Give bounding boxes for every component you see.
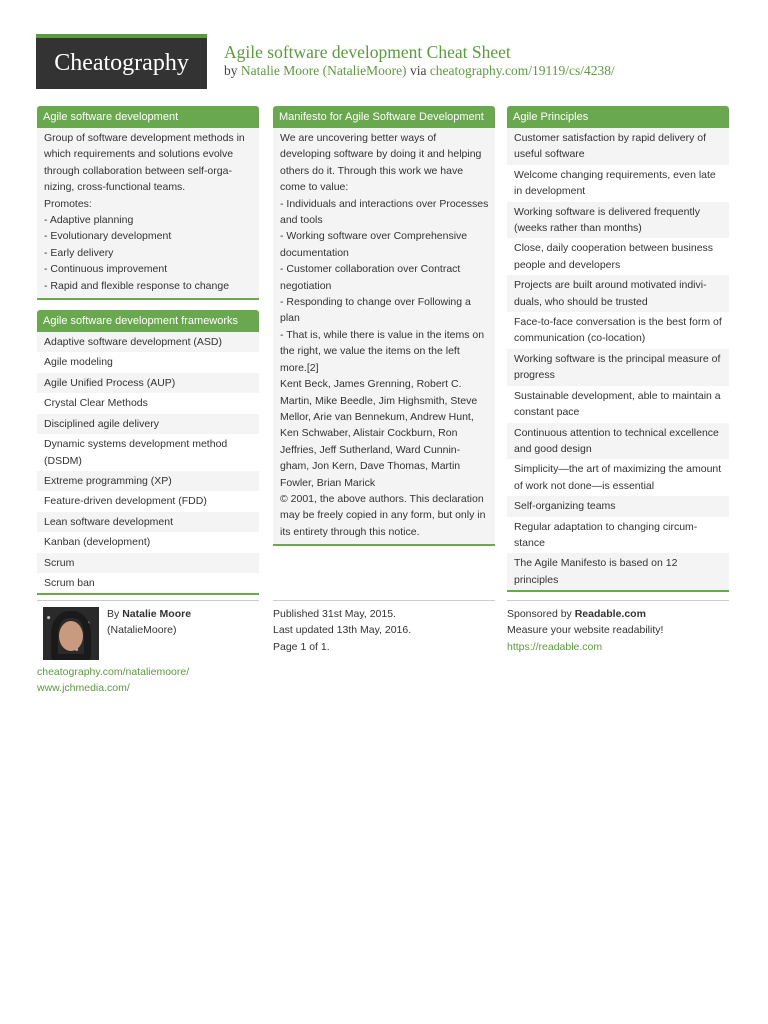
- list-item: Dynamic systems development method (DSDM): [37, 434, 259, 471]
- sponsor-link[interactable]: https://readable.com: [507, 640, 603, 653]
- footer-author: [37, 600, 259, 697]
- list-item: Scrum: [37, 553, 259, 573]
- list-item: Customer satisfaction by rapid delivery of useful software: [507, 128, 729, 165]
- author-website-link[interactable]: www.jchmedia.com/: [37, 682, 130, 695]
- byline: [224, 63, 615, 79]
- section-header: Agile software development frameworks: [37, 310, 259, 332]
- author-handle: (NatalieMoore): [107, 624, 177, 637]
- section-principles: [507, 106, 729, 592]
- updated-date: Last updated 13th May, 2016.: [273, 624, 412, 637]
- footer-info: [273, 600, 495, 655]
- section-agile: [37, 106, 259, 300]
- column-left: [37, 106, 259, 605]
- logo-text: Cheatography: [54, 50, 189, 76]
- avatar: [43, 607, 99, 660]
- list-item: The Agile Manifesto is based on 12 principles: [507, 553, 729, 590]
- list-item: Disciplined agile delivery: [37, 414, 259, 434]
- published-date: Published 31st May, 2015.: [273, 608, 396, 620]
- section-header: Agile software development: [37, 106, 259, 128]
- sponsor-name[interactable]: Readable.com: [574, 608, 646, 620]
- list-item: Self-organizing teams: [507, 496, 729, 516]
- cheatography-logo[interactable]: [36, 34, 207, 89]
- list-item: Regular adaptation to changing circum-stance: [507, 517, 729, 554]
- author-profile-link[interactable]: cheatography.com/nataliemoore/: [37, 666, 190, 678]
- author-link[interactable]: Natalie Moore (NatalieMoore): [240, 63, 407, 78]
- list-item: Face-to-face conversation is the best form of communication (co-location): [507, 312, 729, 349]
- section-header: Manifesto for Agile Software Development: [273, 106, 495, 128]
- list-item: Working software is the principal measure of progress: [507, 349, 729, 386]
- list-item: Simplicity—the art of maximizing the amount of work not done—is essential: [507, 459, 729, 496]
- list-item: Sustainable development, able to maintain a constant pace: [507, 386, 729, 423]
- column-middle: [273, 106, 495, 556]
- section-manifesto: [273, 106, 495, 546]
- list-item: Working software is delivered frequently (weeks rather than months): [507, 202, 729, 239]
- section-header: Agile Principles: [507, 106, 729, 128]
- page-number: Page 1 of 1.: [273, 640, 330, 653]
- avatar-hood: [51, 611, 91, 660]
- list-item: Lean software development: [37, 512, 259, 532]
- list-item: Extreme programming (XP): [37, 471, 259, 491]
- list-item: Adaptive software development (ASD): [37, 332, 259, 352]
- list-item: Projects are built around motivated indivi-duals, who should be trusted: [507, 275, 729, 312]
- byline-via: via: [409, 63, 427, 78]
- list-item: Welcome changing requirements, even late in development: [507, 165, 729, 202]
- section-body: Group of software development methods in which requirements and solutions evolve through collaboration between self-orga-nizing, cross-functional teams. Promotes: - Adaptive planning - Evolutionary development - Early delivery - Continuous improvement - Rapid and flexible response to change: [37, 128, 259, 300]
- author-by: By: [107, 608, 120, 620]
- list-item: Feature-driven development (FDD): [37, 491, 259, 511]
- list-item: Continuous attention to technical excellence and good design: [507, 423, 729, 460]
- sponsor-label: Sponsored by: [507, 608, 572, 620]
- list-item: Close, daily cooperation between business people and developers: [507, 238, 729, 275]
- column-right: [507, 106, 729, 602]
- list-item: Scrum ban: [37, 573, 259, 593]
- sheet-url-link[interactable]: cheatography.com/19119/cs/4238/: [429, 63, 615, 78]
- section-frameworks: [37, 310, 259, 595]
- list-item: Kanban (development): [37, 532, 259, 552]
- list-item: Agile modeling: [37, 352, 259, 372]
- principles-list: [507, 128, 729, 592]
- page-title: Agile software development Cheat Sheet: [224, 42, 511, 62]
- frameworks-list: [37, 332, 259, 595]
- footer-sponsor: [507, 600, 729, 655]
- list-item: Crystal Clear Methods: [37, 393, 259, 413]
- byline-by: by: [224, 63, 238, 78]
- author-name: Natalie Moore: [122, 608, 192, 620]
- sponsor-tagline: Measure your website readability!: [507, 624, 664, 637]
- section-body: We are uncovering better ways of developing software by doing it and helping others do it. Through this work we have come to value: - Individuals and interactions over Processes and tools - Working software over Comprehensive documentation - Customer collaboration over Contract negotiation - Responding to change over Following a plan - That is, while there is value in the items on the right, we value the items on the left more.[2] Kent Beck, James Grenning, Robert C. Martin, Mike Beedle, Jim Highsmith, Steve Mellor, Arie van Bennekum, Andrew Hunt, Ken Schwaber, Alistair Cockburn, Ron Jeffries, Jeff Sutherland, Ward Cunnin-gham, Jon Kern, Dave Thomas, Martin Fowler, Brian Marick © 2001, the above authors. This declaration may be freely copied in any form, but only in its entirety through this notice.: [273, 128, 495, 546]
- list-item: Agile Unified Process (AUP): [37, 373, 259, 393]
